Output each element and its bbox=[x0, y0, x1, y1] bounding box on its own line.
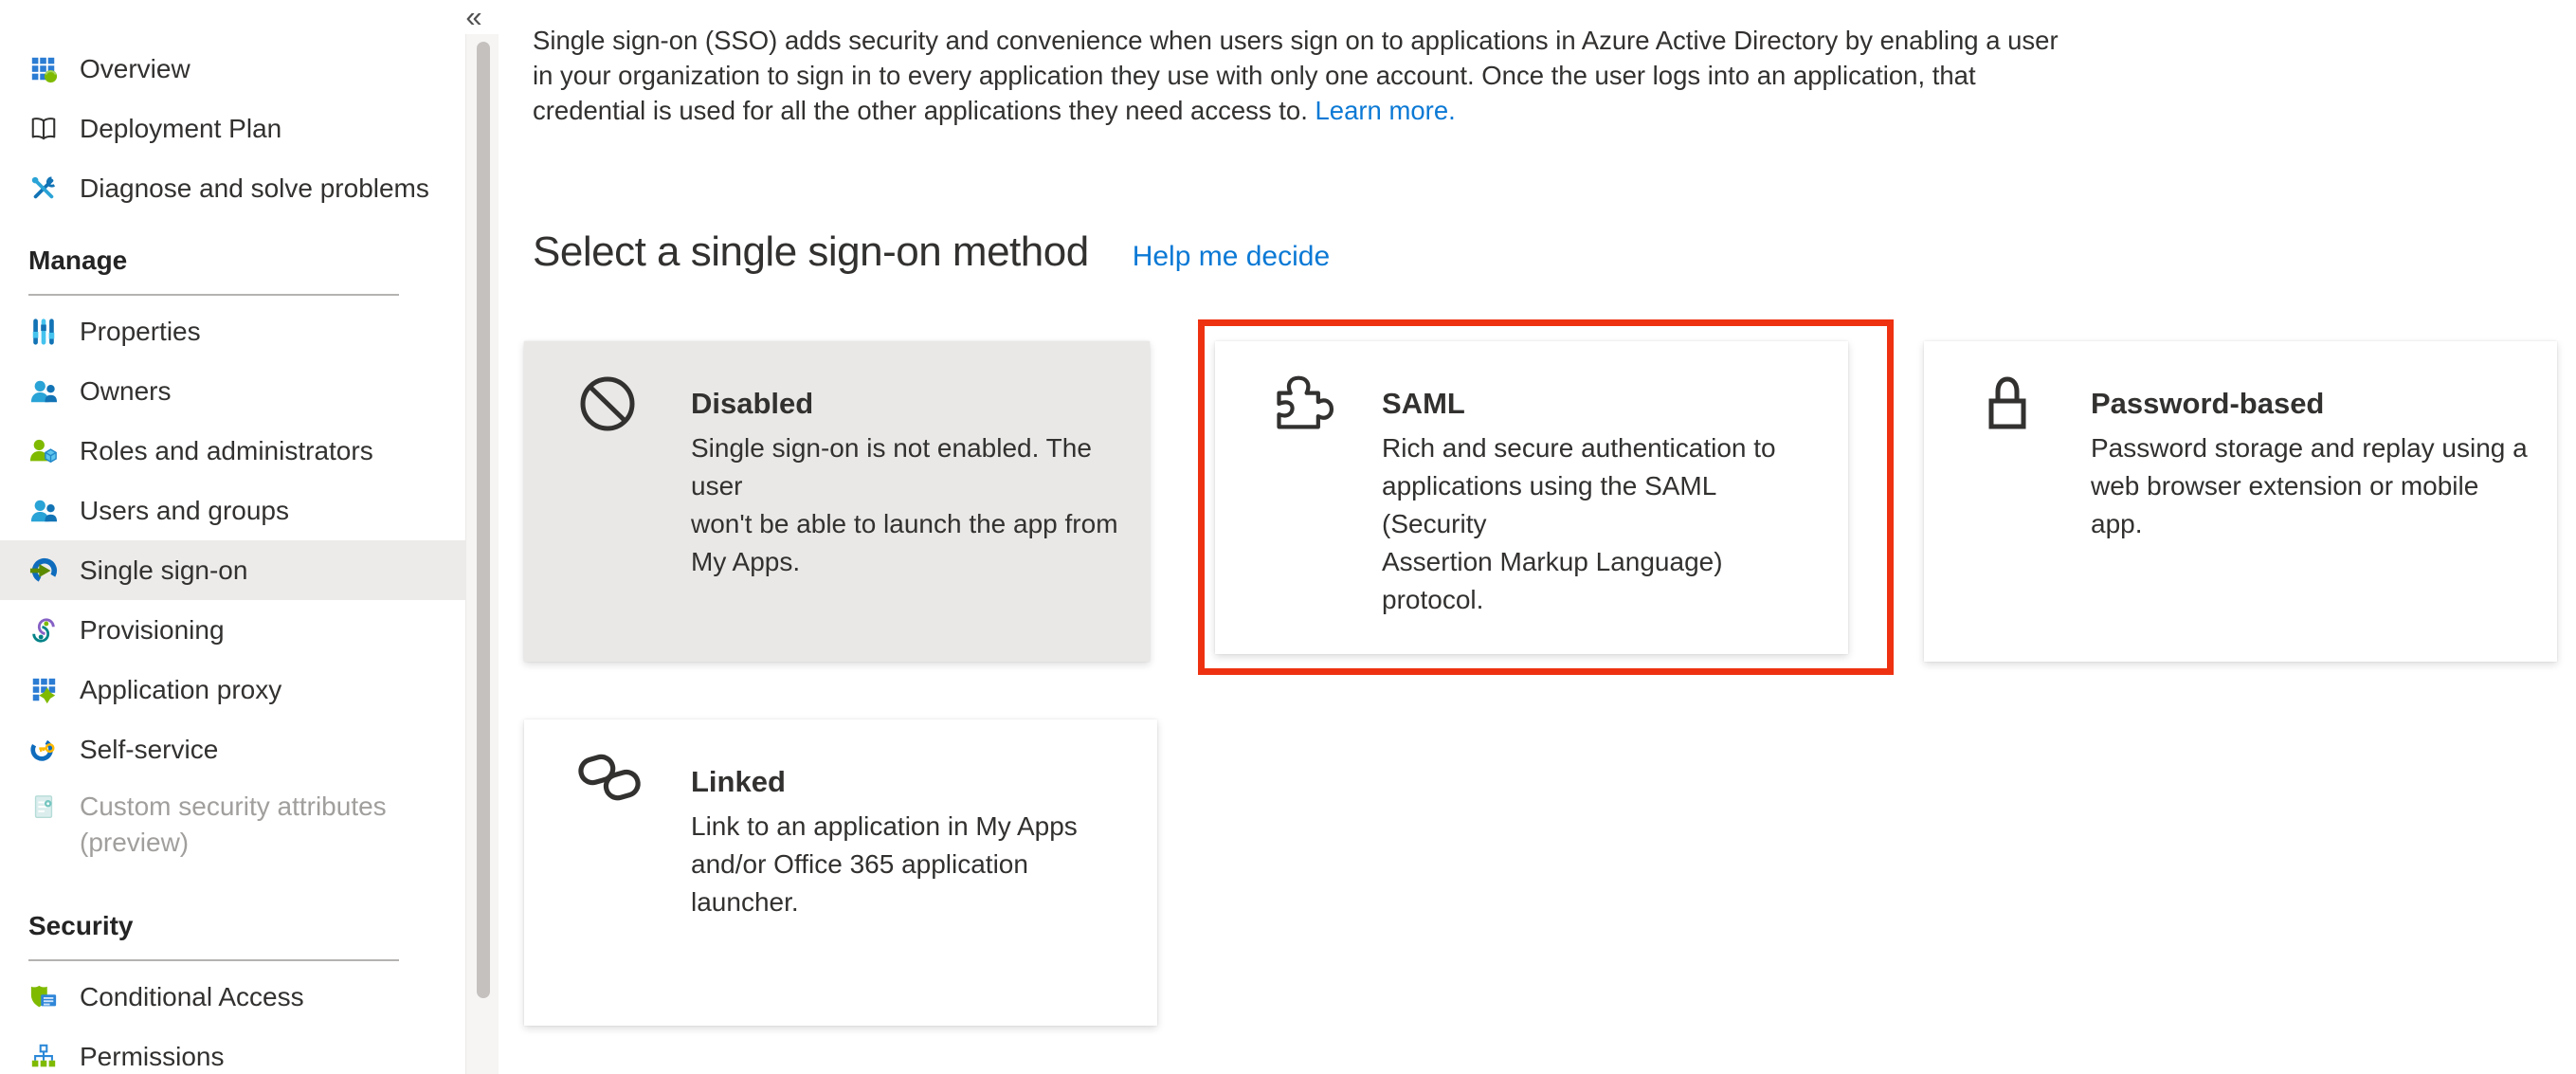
sidebar-item-permissions[interactable] bbox=[0, 1027, 465, 1074]
grid-arrows-icon bbox=[28, 675, 59, 705]
sidebar-item-label: Overview bbox=[80, 53, 190, 83]
sidebar-item-properties[interactable] bbox=[0, 301, 465, 361]
page-title: Select a single sign-on method bbox=[533, 228, 1089, 275]
sidebar-item-label: Owners bbox=[80, 375, 172, 406]
sync-circles-icon bbox=[28, 615, 59, 646]
sidebar-item-application-proxy[interactable] bbox=[0, 660, 465, 719]
sidebar-item-custom-security-attributes[interactable] bbox=[0, 779, 465, 883]
sidebar-item-label: Deployment Plan bbox=[80, 113, 282, 143]
sso-method-card-password-based[interactable] bbox=[1924, 341, 2557, 662]
key-circle-icon bbox=[28, 735, 59, 765]
sidebar-item-label: Permissions bbox=[80, 1041, 225, 1071]
sso-method-card-disabled[interactable] bbox=[524, 341, 1150, 662]
card-title: SAML bbox=[1382, 387, 1465, 420]
people-icon bbox=[28, 376, 59, 407]
book-icon bbox=[28, 114, 59, 144]
puzzle-piece-icon bbox=[1268, 373, 1331, 436]
chain-links-icon bbox=[577, 752, 640, 814]
sidebar-item-label: Properties bbox=[80, 316, 201, 346]
padlock-icon bbox=[1977, 373, 2040, 436]
overview-icon bbox=[28, 54, 59, 84]
scrollbar-thumb[interactable] bbox=[477, 42, 490, 998]
app-sidebar bbox=[0, 0, 465, 1074]
sidebar-section-security: Security bbox=[28, 911, 134, 940]
card-description: Link to an application in My Apps and/or Office 365 application launcher. bbox=[691, 811, 1078, 917]
heading-row bbox=[533, 228, 1330, 276]
shield-list-icon bbox=[28, 982, 59, 1012]
sso-intro-paragraph bbox=[533, 23, 2059, 128]
card-description: Password storage and replay using a web browser extension or mobile app. bbox=[2091, 433, 2528, 538]
card-description: Single sign-on is not enabled. The user won't be able to launch the app from My Apps. bbox=[691, 433, 1118, 576]
tools-icon bbox=[28, 173, 59, 204]
sidebar-item-label: Users and groups bbox=[80, 495, 290, 525]
sidebar-item-diagnose[interactable] bbox=[0, 158, 465, 218]
sidebar-item-label: Custom security attributes (preview) bbox=[80, 792, 387, 857]
sign-in-arrow-icon bbox=[28, 555, 59, 586]
intro-line: credential is used for all the other applications they need access to. Learn more. bbox=[533, 96, 1456, 125]
sidebar-item-label: Conditional Access bbox=[80, 981, 304, 1011]
section-divider bbox=[28, 959, 399, 961]
card-text bbox=[2091, 387, 2531, 543]
help-me-decide-link[interactable]: Help me decide bbox=[1132, 241, 1331, 272]
sidebar-item-conditional-access[interactable] bbox=[0, 967, 465, 1027]
person-cube-icon bbox=[28, 436, 59, 466]
sidebar-scrollbar[interactable] bbox=[465, 34, 499, 1074]
card-title: Linked bbox=[691, 765, 786, 798]
document-gear-icon bbox=[28, 792, 59, 823]
sidebar-item-label: Application proxy bbox=[80, 674, 282, 704]
sidebar-item-provisioning[interactable] bbox=[0, 600, 465, 660]
learn-more-link[interactable]: Learn more. bbox=[1315, 96, 1456, 125]
sidebar-item-overview[interactable] bbox=[0, 39, 465, 99]
sidebar-item-single-sign-on[interactable] bbox=[0, 540, 465, 600]
sidebar-item-label: Provisioning bbox=[80, 614, 225, 645]
sidebar-item-label: Self-service bbox=[80, 734, 219, 764]
prohibition-icon bbox=[577, 373, 640, 436]
people-icon bbox=[28, 496, 59, 526]
card-title: Disabled bbox=[691, 387, 814, 420]
section-divider bbox=[28, 294, 399, 296]
sidebar-item-label: Roles and administrators bbox=[80, 435, 373, 465]
sidebar-collapse-button[interactable]: « bbox=[465, 0, 482, 33]
sidebar-item-owners[interactable] bbox=[0, 361, 465, 421]
sso-method-card-linked[interactable] bbox=[524, 719, 1157, 1026]
card-title: Password-based bbox=[2091, 387, 2325, 420]
sliders-icon bbox=[28, 317, 59, 347]
card-text bbox=[1382, 387, 1822, 619]
sidebar-item-deployment-plan[interactable] bbox=[0, 99, 465, 158]
sidebar-item-users-groups[interactable] bbox=[0, 481, 465, 540]
card-text bbox=[691, 387, 1123, 581]
sidebar-item-roles[interactable] bbox=[0, 421, 465, 481]
intro-line: in your organization to sign in to every application they use with only one account. Once the user logs into an application, that bbox=[533, 61, 1976, 90]
sidebar-section-manage: Manage bbox=[28, 246, 128, 275]
sidebar-item-label: Diagnose and solve problems bbox=[80, 173, 429, 203]
org-chart-icon bbox=[28, 1042, 59, 1072]
card-description: Rich and secure authentication to applications using the SAML (Security Assertion Markup Language) protocol. bbox=[1382, 433, 1776, 614]
sidebar-item-self-service[interactable] bbox=[0, 719, 465, 779]
sso-method-card-saml[interactable] bbox=[1215, 341, 1848, 654]
card-text bbox=[691, 765, 1131, 921]
intro-line: Single sign-on (SSO) adds security and convenience when users sign on to applications in Azure Active Directory by enabling a user bbox=[533, 26, 2059, 55]
sidebar-item-label: Single sign-on bbox=[80, 555, 248, 585]
